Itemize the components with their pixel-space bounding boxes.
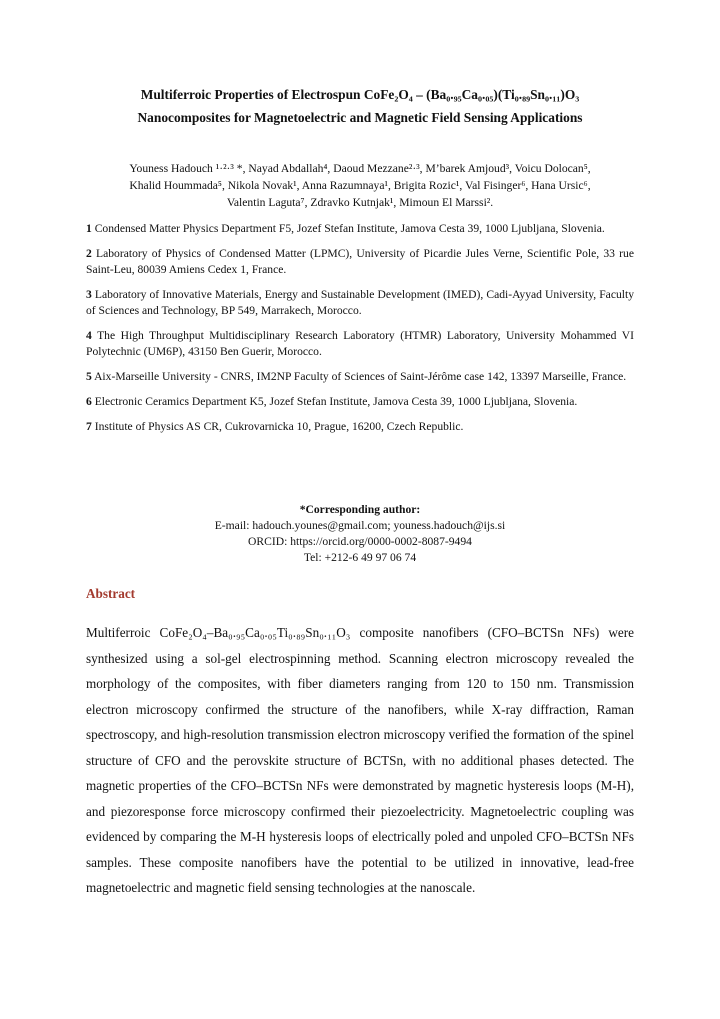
affiliation-list [86,221,634,444]
affiliation-text: Institute of Physics AS CR, Cukrovarnicka 10, Prague, 16200, Czech Republic. [94,420,464,433]
corresponding-author-block [86,502,634,566]
affiliation-text: Electronic Ceramics Department K5, Jozef Stefan Institute, Jamova Cesta 39, 1000 Ljubljana, Slovenia. [94,395,578,408]
corresponding-author-heading: *Corresponding author: [299,503,421,516]
author-list [86,160,634,211]
affiliation-number: 5 [86,370,92,383]
authors-line-3: Valentin Laguta⁷, Zdravko Kutnjak¹, Mimoun El Marssi². [226,196,494,209]
authors-line-2: Khalid Hoummada⁵, Nikola Novak¹, Anna Razumnaya¹, Brigita Rozic¹, Val Fisinger⁶, Hana Ursic⁶, [129,179,591,192]
abstract-body: Multiferroic CoFe₂O₄–Ba₀.₉₅Ca₀.₀₅Ti₀.₈₉Sn₀.₁₁O₃ composite nanofibers (CFO–BCTSn NFs) were synthesized using a sol-gel electrospinning method. Scanning electron microscopy revealed the morphology of the composites, with fiber diameters ranging from 120 to 150 nm. Transmission electron microscopy confirmed the structure of the nanofibers, while X-ray diffraction, Raman spectroscopy, and high-resolution transmission electron microscopy verified the formation of the spinel structure of CFO and the perovskite structure of BCTSn, with no additional phases detected. The magnetic properties of the CFO–BCTSn NFs were demonstrated by magnetic hysteresis loops (M-H), and piezoresponse force microscopy confirmed their piezoelectricity. Magnetoelectric coupling was evidenced by comparing the M-H hysteresis loops of electrically poled and unpoled CFO–BCTSn NFs samples. These composite nanofibers have the potential to be utilized in innovative, lead-free magnetoelectric and magnetic field sensing technologies at the nanoscale. [86,625,634,895]
title-line-1: Multiferroic Properties of Electrospun CoFe₂O₄ – (Ba₀.₉₅Ca₀.₀₅)(Ti₀.₈₉Sn₀.₁₁)O₃ [140,87,580,102]
abstract-heading: Abstract [86,586,136,601]
contact-phone: Tel: +212-6 49 97 06 74 [303,551,417,564]
affiliation-text: Laboratory of Innovative Materials, Energy and Sustainable Development (IMED), Cadi-Ayyad University, Faculty of Sciences and Technology, BP 549, Marrakech, Morocco. [86,288,635,317]
affiliation-number: 4 [86,329,92,342]
contact-email: E-mail: hadouch.younes@gmail.com; youness.hadouch@ijs.si [214,519,506,532]
affiliation-2 [86,246,634,278]
affiliation-5 [86,369,634,385]
affiliation-number: 3 [86,288,92,301]
affiliation-number: 6 [86,395,92,408]
affiliation-1 [86,221,634,237]
affiliation-number: 7 [86,420,92,433]
title-line-2: Nanocomposites for Magnetoelectric and Magnetic Field Sensing Applications [137,110,583,125]
affiliation-3 [86,287,634,319]
paper-title [86,83,634,129]
affiliation-7 [86,419,634,435]
affiliation-4 [86,328,634,360]
affiliation-number: 1 [86,222,92,235]
affiliation-text: The High Throughput Multidisciplinary Research Laboratory (HTMR) Laboratory, University Mohammed VI Polytechnic (UM6P), 43150 Ben Guerir, Morocco. [86,329,634,358]
contact-orcid: ORCID: https://orcid.org/0000-0002-8087-9494 [248,535,472,548]
authors-line-1: Youness Hadouch ¹·²·³ *, Nayad Abdallah⁴, Daoud Mezzane²·³, M’barek Amjoud³, Voicu Dolocan⁵, [129,162,591,175]
affiliation-number: 2 [86,247,92,260]
affiliation-text: Laboratory of Physics of Condensed Matter (LPMC), University of Picardie Jules Verne, Scientific Pole, 33 rue Saint-Leu, 80039 Amiens Cedex 1, France. [86,247,634,276]
affiliation-text: Aix-Marseille University - CNRS, IM2NP Faculty of Sciences of Saint-Jérôme case 142, 13397 Marseille, France. [94,370,627,383]
affiliation-6 [86,394,634,410]
affiliation-text: Condensed Matter Physics Department F5, Jozef Stefan Institute, Jamova Cesta 39, 1000 Ljubljana, Slovenia. [94,222,605,235]
